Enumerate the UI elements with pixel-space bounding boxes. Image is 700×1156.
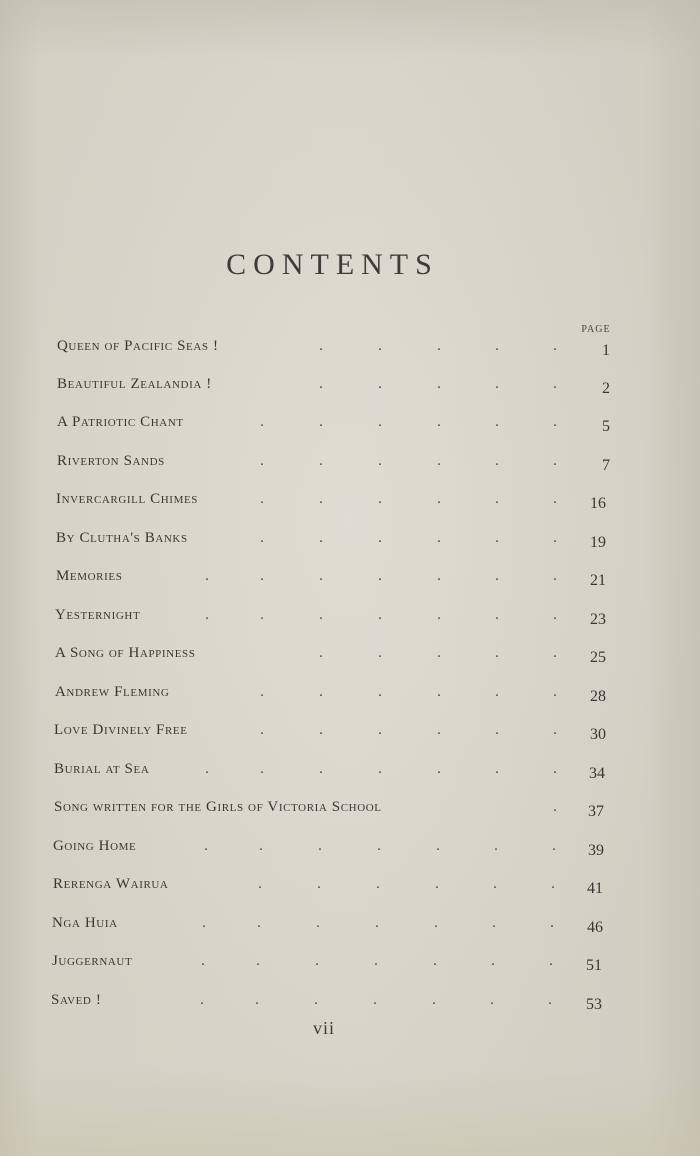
leader-dot: . — [319, 491, 323, 507]
toc-entry — [0, 491, 700, 521]
toc-entry-page-number: 41 — [587, 880, 603, 897]
leader-dot: . — [553, 761, 557, 777]
toc-entry-page-number: 5 — [602, 418, 610, 435]
leader-dot: . — [437, 376, 441, 392]
leader-dot: . — [202, 915, 206, 931]
leader-dot: . — [201, 953, 205, 969]
leader-dot: . — [260, 491, 264, 507]
leader-dot: . — [553, 607, 557, 623]
page-folio: vii — [312, 1018, 335, 1038]
leader-dot: . — [553, 414, 557, 430]
toc-entry-title: A Song of Happiness — [55, 645, 196, 661]
toc-entry — [0, 799, 700, 829]
leader-dot: . — [495, 607, 499, 623]
leader-dot: . — [437, 491, 441, 507]
page-title: CONTENTS — [226, 248, 439, 281]
leader-dot: . — [492, 915, 496, 931]
leader-dot: . — [553, 684, 557, 700]
leader-dot: . — [375, 915, 379, 931]
toc-entry-page-number: 1 — [602, 342, 610, 359]
leader-dot: . — [432, 992, 436, 1008]
leader-dot: . — [553, 568, 557, 584]
leader-dot: . — [204, 838, 208, 854]
toc-entry — [0, 915, 700, 945]
leader-dot: . — [437, 722, 441, 738]
leader-dot: . — [319, 645, 323, 661]
leader-dot: . — [260, 568, 264, 584]
toc-entry-page-number: 53 — [586, 996, 602, 1013]
toc-entry — [0, 761, 700, 791]
toc-entry-page-number: 21 — [590, 572, 606, 589]
leader-dot: . — [437, 645, 441, 661]
leader-dot: . — [495, 376, 499, 392]
toc-entry-title: By Clutha's Banks — [56, 530, 188, 546]
toc-entry — [0, 414, 700, 444]
leader-dot: . — [319, 530, 323, 546]
toc-entry — [0, 376, 700, 406]
leader-dot: . — [437, 414, 441, 430]
toc-entry-title: Love Divinely Free — [54, 722, 188, 738]
leader-dot: . — [437, 684, 441, 700]
leader-dot: . — [553, 722, 557, 738]
toc-entry — [0, 530, 700, 560]
leader-dot: . — [553, 530, 557, 546]
toc-entry — [0, 876, 700, 906]
leader-dot: . — [491, 953, 495, 969]
toc-entry — [0, 645, 700, 675]
leader-dot: . — [319, 761, 323, 777]
leader-dot: . — [495, 684, 499, 700]
toc-entry-title: Queen of Pacific Seas ! — [57, 338, 219, 354]
leader-dot: . — [553, 491, 557, 507]
toc-entry-page-number: 7 — [602, 457, 610, 474]
toc-entry-page-number: 19 — [590, 534, 606, 551]
leader-dot: . — [378, 530, 382, 546]
leader-dot: . — [495, 568, 499, 584]
leader-dot: . — [319, 414, 323, 430]
leader-dot: . — [318, 838, 322, 854]
leader-dot: . — [437, 338, 441, 354]
leader-dot: . — [377, 838, 381, 854]
leader-dot: . — [495, 761, 499, 777]
leader-dot: . — [255, 992, 259, 1008]
leader-dot: . — [373, 992, 377, 1008]
toc-entry-title: Yesternight — [55, 607, 141, 623]
leader-dot: . — [493, 876, 497, 892]
toc-entry-title: Nga Huia — [52, 915, 118, 931]
leader-dot: . — [437, 530, 441, 546]
leader-dot: . — [548, 992, 552, 1008]
leader-dot: . — [374, 953, 378, 969]
leader-dot: . — [378, 453, 382, 469]
leader-dot: . — [378, 761, 382, 777]
leader-dot: . — [437, 453, 441, 469]
toc-entry-title: Burial at Sea — [54, 761, 150, 777]
toc-entry-title: Riverton Sands — [57, 453, 165, 469]
leader-dot: . — [314, 992, 318, 1008]
leader-dot: . — [378, 338, 382, 354]
toc-entry-title: Memories — [56, 568, 123, 584]
leader-dot: . — [378, 414, 382, 430]
toc-entry-page-number: 2 — [602, 380, 610, 397]
leader-dot: . — [319, 376, 323, 392]
leader-dot: . — [319, 684, 323, 700]
leader-dot: . — [259, 838, 263, 854]
toc-entry-page-number: 16 — [590, 495, 606, 512]
leader-dot: . — [260, 761, 264, 777]
leader-dot: . — [205, 607, 209, 623]
leader-dot: . — [256, 953, 260, 969]
toc-entry-title: Beautiful Zealandia ! — [57, 376, 212, 392]
toc-entry-page-number: 37 — [588, 803, 604, 820]
leader-dot: . — [315, 953, 319, 969]
leader-dot: . — [551, 876, 555, 892]
toc-entry-title: Song written for the Girls of Victoria School — [54, 799, 382, 815]
leader-dot: . — [317, 876, 321, 892]
leader-dot: . — [494, 838, 498, 854]
toc-entry-title: Andrew Fleming — [55, 684, 170, 700]
leader-dot: . — [553, 376, 557, 392]
leader-dot: . — [378, 568, 382, 584]
leader-dot: . — [378, 491, 382, 507]
leader-dot: . — [434, 915, 438, 931]
page-column-label: PAGE — [581, 324, 611, 335]
leader-dot: . — [437, 607, 441, 623]
leader-dot: . — [490, 992, 494, 1008]
leader-dot: . — [258, 876, 262, 892]
leader-dot: . — [260, 414, 264, 430]
toc-entry-page-number: 39 — [588, 842, 604, 859]
leader-dot: . — [260, 607, 264, 623]
leader-dot: . — [378, 645, 382, 661]
leader-dot: . — [495, 338, 499, 354]
leader-dot: . — [205, 568, 209, 584]
toc-entry-page-number: 25 — [590, 649, 606, 666]
leader-dot: . — [319, 607, 323, 623]
toc-entry — [0, 684, 700, 714]
leader-dot: . — [495, 414, 499, 430]
leader-dot: . — [319, 722, 323, 738]
leader-dot: . — [376, 876, 380, 892]
leader-dot: . — [378, 684, 382, 700]
toc-entry — [0, 953, 700, 983]
toc-entry-page-number: 28 — [590, 688, 606, 705]
toc-entry-title: Going Home — [53, 838, 137, 854]
toc-entry-title: Invercargill Chimes — [56, 491, 198, 507]
toc-entry — [0, 338, 700, 368]
leader-dot: . — [257, 915, 261, 931]
toc-entry-page-number: 30 — [590, 726, 606, 743]
toc-entry-page-number: 51 — [586, 957, 602, 974]
toc-entry-page-number: 34 — [589, 765, 605, 782]
leader-dot: . — [553, 453, 557, 469]
toc-entry-page-number: 23 — [590, 611, 606, 628]
toc-entry-title: Saved ! — [51, 992, 102, 1008]
leader-dot: . — [436, 838, 440, 854]
leader-dot: . — [378, 607, 382, 623]
toc-entry — [0, 568, 700, 598]
leader-dot: . — [495, 722, 499, 738]
toc-entry-title: Rerenga Wairua — [53, 876, 169, 892]
toc-entry — [0, 838, 700, 868]
leader-dot: . — [260, 453, 264, 469]
toc-entry-title: A Patriotic Chant — [57, 414, 184, 430]
leader-dot: . — [552, 838, 556, 854]
leader-dot: . — [205, 761, 209, 777]
leader-dot: . — [553, 645, 557, 661]
leader-dot: . — [553, 799, 557, 815]
leader-dot: . — [437, 568, 441, 584]
leader-dot: . — [549, 953, 553, 969]
leader-dot: . — [495, 453, 499, 469]
toc-entry — [0, 607, 700, 637]
leader-dot: . — [553, 338, 557, 354]
toc-entry — [0, 722, 700, 752]
leader-dot: . — [319, 338, 323, 354]
leader-dot: . — [319, 568, 323, 584]
toc-entry-title: Juggernaut — [52, 953, 133, 969]
leader-dot: . — [435, 876, 439, 892]
leader-dot: . — [260, 722, 264, 738]
leader-dot: . — [260, 530, 264, 546]
leader-dot: . — [495, 491, 499, 507]
leader-dot: . — [316, 915, 320, 931]
leader-dot: . — [378, 722, 382, 738]
leader-dot: . — [495, 530, 499, 546]
leader-dot: . — [550, 915, 554, 931]
leader-dot: . — [437, 761, 441, 777]
leader-dot: . — [200, 992, 204, 1008]
leader-dot: . — [495, 645, 499, 661]
leader-dot: . — [378, 376, 382, 392]
leader-dot: . — [433, 953, 437, 969]
leader-dot: . — [319, 453, 323, 469]
leader-dot: . — [260, 684, 264, 700]
toc-entry-page-number: 46 — [587, 919, 603, 936]
toc-entry — [0, 453, 700, 483]
